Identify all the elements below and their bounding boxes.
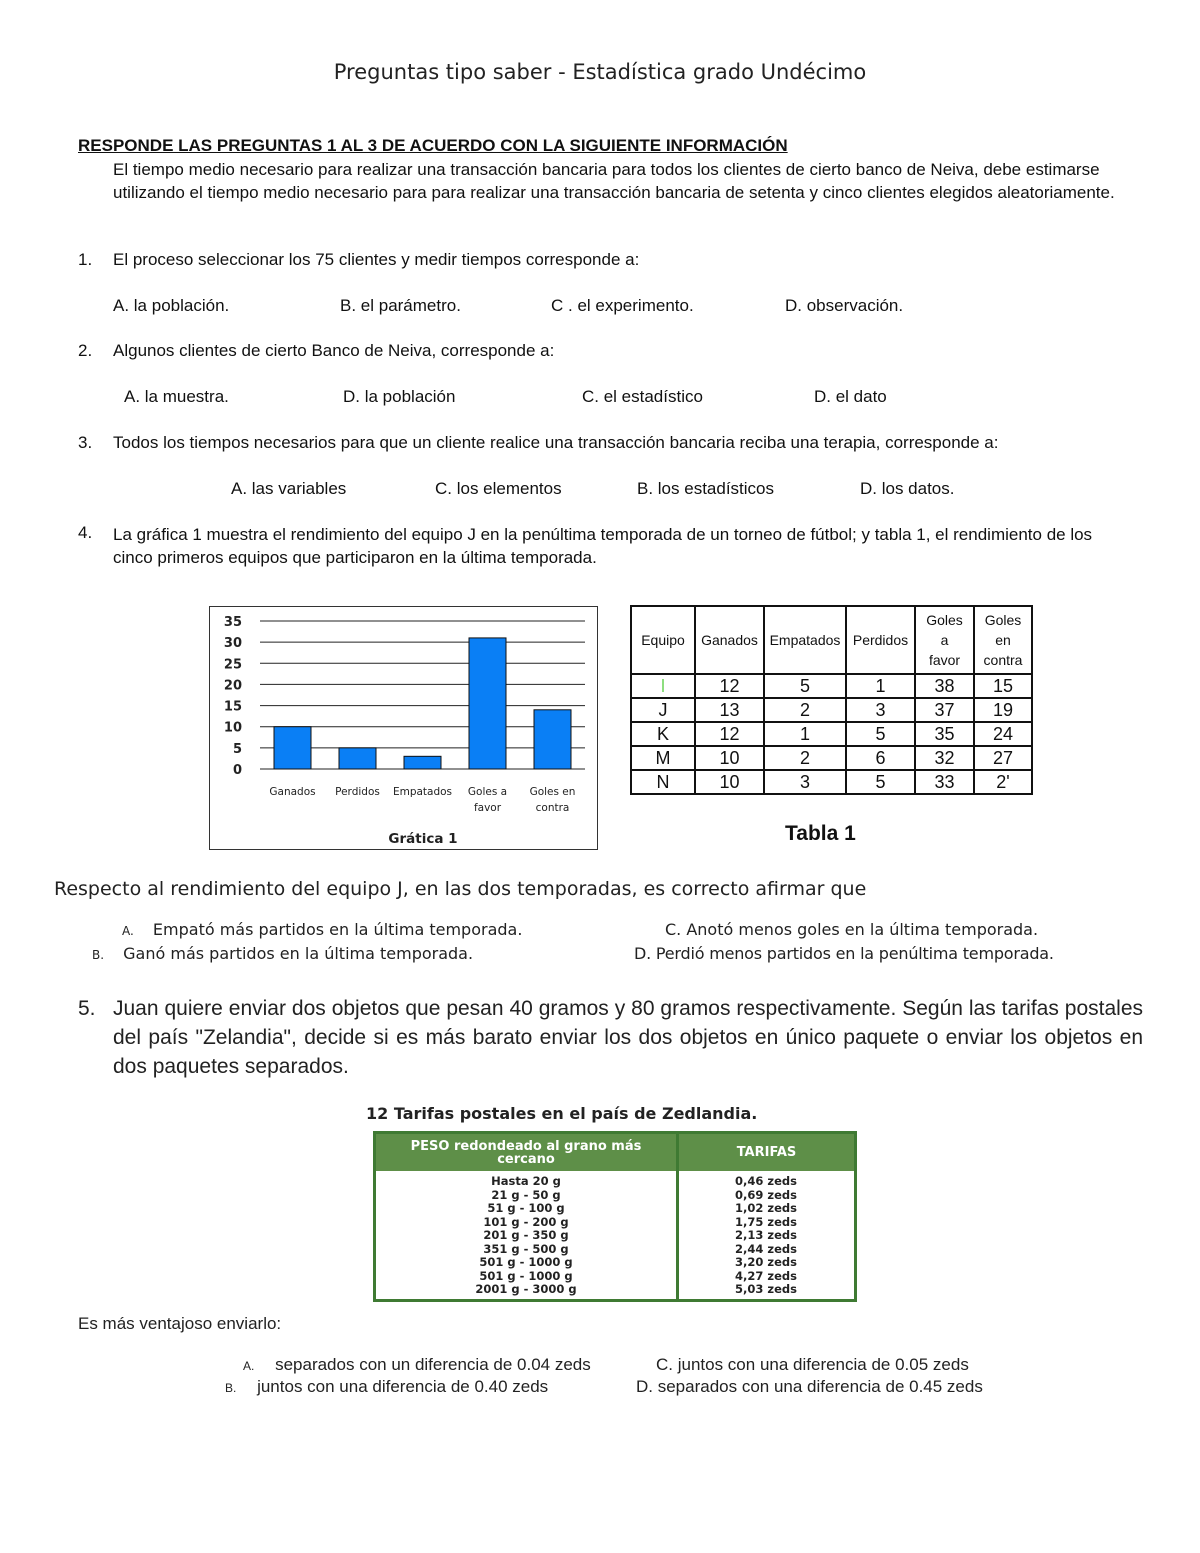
table-cell: 3	[846, 698, 915, 722]
q2-option-a: A. la muestra.	[124, 387, 229, 406]
table-row	[631, 770, 1032, 794]
question-number: 1.	[78, 250, 93, 269]
table-row	[631, 698, 1032, 722]
postal-rates-table	[373, 1131, 857, 1302]
table-cell: 12	[695, 722, 764, 746]
option-letter: B.	[92, 948, 105, 962]
q5-prompt: Es más ventajoso enviarlo:	[78, 1314, 282, 1333]
postal-weight-cell: 21 g - 50 g	[491, 1187, 561, 1202]
question-4-text: La gráfica 1 muestra el rendimiento del equipo J en la penúltima temporada de un torneo de fútbol; y tabla 1, el rendimiento de los cinco primeros equipos que participaron en la última temporada.	[113, 525, 1093, 567]
x-tick-label: Goles a	[467, 786, 508, 798]
q4-prompt: Respecto al rendimiento del equipo J, en las dos temporadas, es correcto afirmar que	[54, 878, 867, 900]
q2-option-d: D. el dato	[814, 387, 887, 406]
table-cell: 1	[846, 674, 915, 698]
table-cell: 2	[764, 746, 846, 770]
question-number: 5.	[78, 997, 96, 1020]
postal-rate-cell: 4,27 zeds	[735, 1268, 797, 1283]
q4-option-a	[122, 920, 522, 939]
table-cell: 10	[695, 746, 764, 770]
header-word: Goles	[984, 612, 1022, 628]
postal-weight-cell: Hasta 20 g	[491, 1174, 561, 1188]
postal-rate-cell: 0,46 zeds	[735, 1174, 797, 1188]
postal-weight-cell: 101 g - 200 g	[483, 1214, 569, 1229]
table-cell: 32	[915, 746, 974, 770]
option-text: separados con un diferencia de 0.04 zeds	[275, 1355, 591, 1374]
q1-option-a: A. la población.	[113, 296, 230, 315]
table-cell: 12	[695, 674, 764, 698]
question-5	[78, 994, 1148, 1084]
postal-rate-cell: 0,69 zeds	[735, 1187, 797, 1202]
q5-option-c: C. juntos con una diferencia de 0.05 zeds	[656, 1355, 969, 1374]
postal-rate-cell: 1,75 zeds	[735, 1214, 797, 1229]
option-text: Empató más partidos en la última temporada.	[152, 920, 523, 939]
table-cell: 27	[974, 746, 1032, 770]
column-header	[915, 606, 974, 674]
q4-option-b	[92, 944, 473, 963]
table-row	[631, 674, 1032, 698]
option-text: Ganó más partidos en la última temporada.	[123, 944, 474, 963]
header-word: a	[940, 632, 949, 648]
q1-option-d: D. observación.	[785, 296, 904, 315]
table-header-row	[631, 606, 1032, 674]
y-tick-label: 0	[232, 763, 242, 778]
header-word: favor	[928, 652, 961, 668]
y-tick-label: 30	[223, 636, 242, 652]
header-word: Goles	[926, 612, 963, 628]
postal-table-title: 12 Tarifas postales en el país de Zedlandia.	[366, 1104, 758, 1123]
x-tick-label: contra	[535, 802, 570, 814]
q1-option-c: C . el experimento.	[551, 296, 694, 315]
y-tick-label: 5	[232, 741, 242, 757]
option-letter: A.	[122, 924, 134, 938]
x-tick-label: Goles en	[529, 786, 576, 798]
q5-option-a	[243, 1355, 591, 1375]
x-tick-label: favor	[473, 802, 502, 814]
q4-option-d: D. Perdió menos partidos en la penúltima temporada.	[634, 944, 1054, 963]
option-letter: B.	[225, 1381, 237, 1395]
column-divider	[676, 1134, 679, 1299]
table-cell: 5	[764, 674, 846, 698]
table-cell: 35	[915, 722, 974, 746]
q5-option-b	[225, 1377, 548, 1397]
question-text: Algunos clientes de cierto Banco de Neiva, corresponde a:	[113, 341, 555, 360]
q3-option-d: D. los datos.	[860, 479, 955, 498]
table-cell: 2	[764, 698, 846, 722]
column-header: Ganados	[695, 606, 764, 674]
table-cell: 6	[846, 746, 915, 770]
q4-option-c: C. Anotó menos goles en la última temporada.	[665, 920, 1039, 939]
table-cell: 5	[846, 722, 915, 746]
postal-weight-cell: 2001 g - 3000 g	[475, 1282, 577, 1296]
bar-ganados	[274, 727, 311, 769]
table-cell: 24	[974, 722, 1032, 746]
column-header: Perdidos	[846, 606, 915, 674]
postal-weight-cell: 501 g - 1000 g	[479, 1255, 573, 1269]
table-cell: 38	[915, 674, 974, 698]
table-cell: J	[631, 698, 695, 722]
table-cell: 10	[695, 770, 764, 794]
question-number: 2.	[78, 341, 93, 360]
table-cell: 5	[846, 770, 915, 794]
rate-column-header: TARIFAS	[736, 1145, 797, 1160]
q1-option-b: B. el parámetro.	[340, 296, 461, 315]
y-tick-label: 35	[223, 615, 242, 630]
page-title: Preguntas tipo saber - Estadística grado Undécimo	[333, 60, 867, 84]
section-header: RESPONDE LAS PREGUNTAS 1 AL 3 DE ACUERDO CON LA SIGUIENTE INFORMACIÓN	[78, 136, 788, 155]
table-row	[631, 722, 1032, 746]
chart-title: Grática 1	[388, 831, 458, 847]
table-cell: 33	[915, 770, 974, 794]
postal-rate-cell: 2,44 zeds	[735, 1241, 797, 1256]
y-tick-label: 25	[223, 657, 242, 673]
question-text: Juan quiere enviar dos objetos que pesan 40 gramos y 80 gramos respectivamente. Según las tarifas postales del país "Zelandia", decide si es más barato enviar los dos objetos en único paquete o enviar los objetos en dos paquetes separados.	[113, 997, 1143, 1078]
chart-grafica-1	[209, 606, 598, 850]
question-text: El proceso seleccionar los 75 clientes y medir tiempos corresponde a:	[113, 250, 640, 269]
table-cell: N	[631, 770, 695, 794]
column-header: Empatados	[764, 606, 846, 674]
postal-weight-cell: 51 g - 100 g	[487, 1201, 565, 1215]
bar-empatados	[404, 756, 441, 769]
bar-goles-a-favor	[469, 638, 506, 769]
postal-weight-cell: 501 g - 1000 g	[479, 1268, 573, 1283]
table-1-caption: Tabla 1	[785, 822, 856, 845]
header-word: en	[995, 632, 1011, 648]
table-cell: 13	[695, 698, 764, 722]
postal-rate-cell: 2,13 zeds	[735, 1228, 797, 1242]
x-tick-label: Empatados	[392, 786, 453, 798]
option-text: juntos con una diferencia de 0.40 zeds	[257, 1377, 549, 1396]
q5-option-d: D. separados con una diferencia de 0.45 zeds	[636, 1377, 983, 1396]
table-cell: 1	[764, 722, 846, 746]
option-letter: A.	[243, 1359, 255, 1373]
q2-option-c: C. el estadístico	[582, 387, 703, 406]
postal-rate-cell: 3,20 zeds	[735, 1255, 797, 1269]
bar-goles-en-contra	[534, 710, 571, 769]
table-cell: 37	[915, 698, 974, 722]
table-cell: M	[631, 746, 695, 770]
postal-rate-cell: 5,03 zeds	[735, 1282, 797, 1296]
table-cell: 2'	[974, 770, 1032, 794]
table-cell: 15	[974, 674, 1032, 698]
postal-weight-cell: 201 g - 350 g	[483, 1228, 569, 1242]
question-number: 3.	[78, 433, 93, 452]
table-cell: 3	[764, 770, 846, 794]
intro-paragraph: El tiempo medio necesario para realizar una transacción bancaria para todos los clientes de cierto banco de Neiva, debe estimarse utilizando el tiempo medio necesario para para realizar una transacción bancaria de setenta y cinco clientes elegidos aleatoriamente.	[113, 160, 1115, 202]
postal-weight-cell: 351 g - 500 g	[483, 1241, 569, 1256]
weight-column-header: PESO redondeado al grano más cercano	[410, 1139, 642, 1167]
x-tick-label: Ganados	[269, 786, 316, 798]
table-cell: I	[631, 674, 695, 698]
y-tick-label: 15	[223, 699, 242, 715]
q3-option-b: C. los elementos	[435, 479, 562, 498]
y-tick-label: 20	[223, 678, 242, 694]
table-row	[631, 746, 1032, 770]
column-header	[974, 606, 1032, 674]
header-word: contra	[983, 652, 1023, 668]
postal-rate-cell: 1,02 zeds	[735, 1201, 797, 1215]
column-header: Equipo	[631, 606, 695, 674]
x-tick-label: Perdidos	[335, 786, 380, 798]
bar-perdidos	[339, 748, 376, 769]
table-cell: 19	[974, 698, 1032, 722]
q2-option-b: D. la población	[343, 387, 456, 406]
y-tick-label: 10	[223, 720, 242, 736]
q3-option-c: B. los estadísticos	[637, 479, 775, 498]
q3-option-a: A. las variables	[231, 479, 347, 498]
table-1	[630, 605, 1033, 795]
table-cell: K	[631, 722, 695, 746]
bar-chart	[210, 607, 597, 849]
question-text: Todos los tiempos necesarios para que un cliente realice una transacción bancaria reciba una terapia, corresponde a:	[113, 433, 999, 452]
